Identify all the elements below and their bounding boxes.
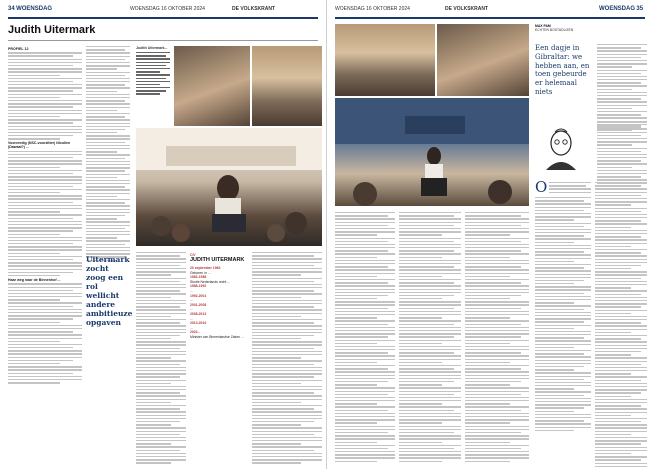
title-rule xyxy=(8,40,318,41)
body-column-2 xyxy=(86,46,130,263)
column-sub: ECHTEN BOSTADLIZEN xyxy=(535,28,574,33)
stage-figure-icon xyxy=(335,98,529,206)
left-paper-name: DE VOLKSKRANT xyxy=(232,6,276,12)
left-section: WOENSDAG xyxy=(16,6,53,12)
infobox-name: JUDITH UITERMARK xyxy=(190,257,245,263)
column-title: Een dagje in Gibraltar: we hebben aan, en toen gebeurde er helemaal niets xyxy=(535,44,590,96)
cv-row: 1992-2001 ... xyxy=(190,293,207,303)
cv-row: 2001-2008 ... xyxy=(190,302,207,312)
right-folio xyxy=(599,6,643,12)
body-column-1 xyxy=(8,46,82,385)
portrait-drawing-icon xyxy=(541,126,581,170)
cv-row: 20 september 1963 Geboren in ... xyxy=(190,266,221,275)
left-page xyxy=(0,0,326,469)
right-paper-name: DE VOLKSKRANT xyxy=(445,6,489,12)
intro-label: PROFIEL 12 xyxy=(8,47,29,51)
photo-crowd-1 xyxy=(335,24,435,96)
column-text-col1-start xyxy=(549,182,591,195)
cv-infobox xyxy=(190,252,248,340)
photo-crowd-2 xyxy=(437,24,529,96)
speaker-figure-icon xyxy=(136,128,322,246)
photo-audience-2 xyxy=(252,46,322,126)
right-date: WOENSDAG 16 OKTOBER 2024 xyxy=(335,6,410,12)
right-page-number: 35 xyxy=(636,6,644,12)
right-section: WOENSDAG xyxy=(599,6,635,12)
column-text-col2 xyxy=(595,182,647,469)
cv-row: 1988-1992 ... xyxy=(190,284,207,293)
right-body-column-1 xyxy=(335,212,395,464)
side-caption-text xyxy=(136,52,170,97)
column-text-mid xyxy=(597,122,647,189)
body-column-4 xyxy=(252,252,322,466)
photo-audience-1 xyxy=(174,46,250,126)
page-title: Judith Uitermark xyxy=(8,24,96,36)
subhead-2: Haar weg naar de Binnenhof ... xyxy=(8,278,61,283)
subhead-1: Voorvredig (NSC-voorzitter) Nicolien (Dawaal?) ... xyxy=(8,141,71,150)
photo-speaker xyxy=(136,128,322,246)
left-date: WOENSDAG 16 OKTOBER 2024 xyxy=(130,6,205,12)
column-byline xyxy=(535,24,645,32)
side-caption: Judith Uitermark... xyxy=(136,46,168,50)
body-column-3 xyxy=(136,252,186,466)
right-body-column-3 xyxy=(465,212,529,464)
author-portrait xyxy=(541,126,581,170)
column-author: MAX PAM xyxy=(535,24,551,28)
column-text-col1 xyxy=(535,197,591,433)
cv-row: 2013-2024 ... xyxy=(190,321,207,330)
left-header-rule xyxy=(8,17,318,19)
right-page xyxy=(327,0,653,469)
cv-row: 1982-1988 Studie Nederlands recht ... xyxy=(190,275,231,284)
right-body-column-2 xyxy=(399,212,461,464)
right-header-rule xyxy=(335,17,645,19)
left-page-number: 34 xyxy=(8,6,15,12)
column-text-top xyxy=(597,44,647,133)
cv-row: 2024 - Minister van Binnenlandse Zaken ... xyxy=(190,330,244,339)
photo-stage xyxy=(335,98,529,206)
left-folio xyxy=(8,6,52,12)
cv-row: 2008-2013 ... xyxy=(190,311,207,321)
column-dropcap: O xyxy=(535,178,548,196)
infobox-heading: CV xyxy=(190,252,196,257)
pull-quote: Uitermark zocht zoog een rol wellicht andere ambitieuze opgaven xyxy=(86,255,133,327)
